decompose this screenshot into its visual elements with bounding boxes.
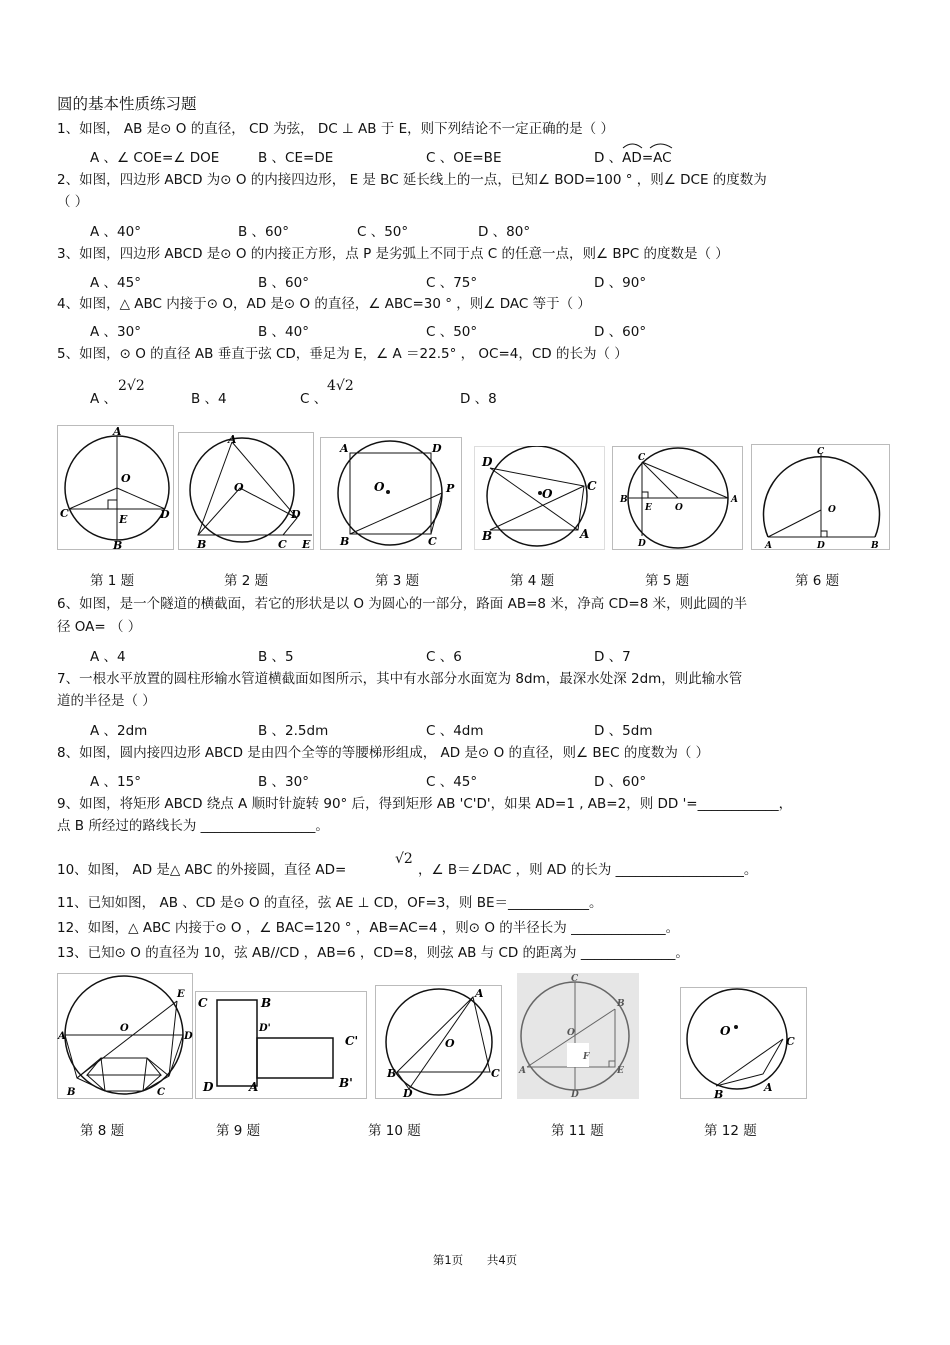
- q5-option-b: B 、4: [191, 391, 227, 407]
- f2-label-c: C: [278, 538, 287, 550]
- f11-label-d: D: [571, 1090, 579, 1099]
- f10-label-b: B: [387, 1067, 397, 1080]
- page-total: 共4页: [486, 1253, 518, 1267]
- f1-label-e: E: [119, 513, 128, 526]
- q8-option-a: A 、15°: [90, 774, 141, 790]
- f12-label-c: C: [786, 1035, 795, 1048]
- f1-label-d: D: [160, 508, 170, 521]
- f11-label-e: E: [617, 1066, 624, 1076]
- f5-label-c: C: [638, 453, 646, 463]
- q4-option-d: D 、60°: [594, 324, 647, 340]
- question-10-stem-b: ，∠ B＝∠DAC ，则 AD 的长为 ___________________。: [418, 862, 758, 878]
- f12-label-a: A: [764, 1081, 773, 1094]
- q6-option-d: D 、7: [594, 649, 631, 665]
- q1-option-c: C 、OE=BE: [426, 150, 502, 166]
- f4-label-a: A: [580, 527, 590, 541]
- q5-option-c-math: 4√2: [327, 378, 354, 394]
- caption-fig-8: 第 8 题: [80, 1123, 125, 1139]
- f3-label-d: D: [432, 442, 442, 455]
- q3-option-c: C 、75°: [426, 275, 478, 291]
- q4-option-a: A 、30°: [90, 324, 141, 340]
- f5-label-b: B: [620, 495, 628, 505]
- f4-label-b: B: [482, 529, 493, 543]
- question-8-stem: 8、如图，圆内接四边形 ABCD 是由四个全等的等腰梯形组成， AD 是⊙ O 的直径，则∠ BEC 的度数为（ ）: [57, 745, 710, 761]
- f8-label-b: B: [67, 1087, 76, 1098]
- f1-label-a: A: [113, 425, 122, 438]
- figure-4: [474, 446, 605, 550]
- question-3-stem: 3、如图，四边形 ABCD 是⊙ O 的内接正方形，点 P 是劣弧上不同于点 C 的任意一点，则∠ BPC 的度数是（ ）: [57, 246, 729, 262]
- arc-marks: [620, 140, 680, 150]
- q1-option-a: A 、∠ COE=∠ DOE: [90, 150, 220, 166]
- q7-option-a: A 、2dm: [90, 723, 148, 739]
- f10-label-d: D: [403, 1087, 413, 1099]
- q1-option-b: B 、CE=DE: [258, 150, 334, 166]
- caption-fig-11: 第 11 题: [551, 1123, 604, 1139]
- q8-option-d: D 、60°: [594, 774, 647, 790]
- q7-option-b: B 、2.5dm: [258, 723, 329, 739]
- question-6-stem-cont: 径 OA= （ ）: [57, 619, 142, 635]
- q1-option-d: D 、AD=AC: [594, 150, 672, 166]
- figure-10: [375, 985, 502, 1099]
- q3-option-d: D 、90°: [594, 275, 647, 291]
- question-9-stem: 9、如图，将矩形 ABCD 绕点 A 顺时针旋转 90° 后，得到矩形 AB 'C'D'，如果 AD=1 , AB=2，则 DD '=____________，: [57, 796, 793, 812]
- q6-option-a: A 、4: [90, 649, 126, 665]
- f9-label-d: D: [203, 1080, 214, 1094]
- f8-label-e: E: [177, 989, 185, 1000]
- f1-label-c: C: [60, 507, 69, 520]
- f8-label-c: C: [157, 1087, 165, 1098]
- figure-2: [178, 432, 314, 550]
- q2-option-a: A 、40°: [90, 224, 141, 240]
- question-9-stem-cont: 点 B 所经过的路线长为 _________________。: [57, 818, 329, 834]
- q6-option-c: C 、6: [426, 649, 462, 665]
- question-2-stem: 2、如图，四边形 ABCD 为⊙ O 的内接四边形， E 是 BC 延长线上的一点，已知∠ BOD=100 ° ，则∠ DCE 的度数为: [57, 172, 767, 188]
- f2-label-o: O: [234, 481, 244, 494]
- f11-label-o: O: [567, 1028, 575, 1038]
- f10-label-c: C: [491, 1067, 500, 1080]
- f3-label-a: A: [340, 442, 349, 455]
- f5-label-a: A: [731, 495, 738, 505]
- question-11-stem: 11、已知如图， AB 、CD 是⊙ O 的直径，弦 AE ⊥ CD，OF=3，则 BE＝____________。: [57, 895, 603, 911]
- caption-fig-5: 第 5 题: [645, 573, 690, 589]
- f2-label-d: D: [291, 508, 301, 521]
- f2-label-a: A: [228, 433, 237, 446]
- f1-label-o: O: [121, 472, 131, 485]
- caption-fig-9: 第 9 题: [216, 1123, 261, 1139]
- f4-label-o: O: [542, 487, 553, 501]
- f11-label-b: B: [617, 999, 625, 1009]
- page-number: 第1页: [432, 1253, 464, 1267]
- q4-option-c: C 、50°: [426, 324, 478, 340]
- f3-label-c: C: [428, 535, 437, 548]
- f9-label-a: A: [249, 1080, 259, 1094]
- f9-label-d-prime: D': [259, 1023, 271, 1034]
- f2-label-e: E: [302, 538, 311, 550]
- f9-label-c-prime: C': [345, 1034, 359, 1048]
- f12-label-b: B: [714, 1088, 724, 1099]
- question-1-stem: 1、如图， AB 是⊙ O 的直径， CD 为弦， DC ⊥ AB 于 E，则下列结论不一定正确的是（ ）: [57, 121, 614, 137]
- figure-3: [320, 437, 462, 550]
- figure-12: [680, 987, 807, 1099]
- f2-label-b: B: [197, 538, 207, 550]
- f9-label-b-prime: B': [339, 1076, 353, 1090]
- figure-5: [612, 446, 743, 550]
- question-2-stem-cont: （ ）: [57, 194, 89, 210]
- question-6-stem: 6、如图，是一个隧道的横截面，若它的形状是以 O 为圆心的一部分，路面 AB=8 米，净高 CD=8 米，则此圆的半: [57, 596, 748, 612]
- question-12-stem: 12、如图，△ ABC 内接于⊙ O ，∠ BAC=120 ° ，AB=AC=4 ，则⊙ O 的半径长为 ______________。: [57, 920, 680, 936]
- f6-label-d: D: [817, 541, 825, 550]
- f9-label-b: B: [261, 996, 272, 1010]
- f11-label-f: F: [583, 1052, 590, 1062]
- f6-label-a: A: [765, 541, 772, 550]
- caption-fig-1: 第 1 题: [90, 573, 135, 589]
- question-13-stem: 13、已知⊙ O 的直径为 10，弦 AB//CD ，AB=6 ，CD=8，则弦 AB 与 CD 的距离为 ______________。: [57, 945, 689, 961]
- f12-label-o: O: [720, 1024, 731, 1038]
- f8-label-o: O: [120, 1023, 129, 1034]
- caption-fig-2: 第 2 题: [224, 573, 269, 589]
- q8-option-c: C 、45°: [426, 774, 478, 790]
- f9-label-c: C: [198, 996, 208, 1010]
- f1-label-b: B: [113, 539, 123, 550]
- q5-option-a: A 、: [90, 391, 118, 407]
- f8-label-d: D: [184, 1031, 193, 1042]
- f4-label-d: D: [482, 455, 493, 469]
- f6-label-c: C: [817, 447, 825, 457]
- caption-fig-3: 第 3 题: [375, 573, 420, 589]
- figure-9: [195, 991, 367, 1099]
- caption-fig-12: 第 12 题: [704, 1123, 757, 1139]
- f3-label-b: B: [340, 535, 350, 548]
- f3-label-o: O: [374, 480, 385, 494]
- f6-label-o: O: [828, 505, 836, 515]
- figure-6: [751, 444, 890, 550]
- q8-option-b: B 、30°: [258, 774, 309, 790]
- f10-label-o: O: [445, 1037, 455, 1050]
- page-footer: [0, 1252, 950, 1268]
- f5-label-d: D: [638, 539, 646, 549]
- f10-label-a: A: [475, 987, 484, 1000]
- q5-option-d: D 、8: [460, 391, 497, 407]
- q5-option-c: C 、: [300, 391, 328, 407]
- question-10-stem-a: 10、如图， AD 是△ ABC 的外接圆，直径 AD=: [57, 862, 347, 878]
- question-7-stem-cont: 道的半径是（ ）: [57, 693, 156, 709]
- figure-8: [57, 973, 193, 1099]
- f11-label-c: C: [571, 974, 579, 984]
- f3-label-p: P: [446, 482, 455, 495]
- figure-11: [517, 973, 639, 1099]
- caption-fig-4: 第 4 题: [510, 573, 555, 589]
- question-10-math: √2: [395, 851, 413, 867]
- q2-option-b: B 、60°: [238, 224, 289, 240]
- q7-option-d: D 、5dm: [594, 723, 653, 739]
- f6-label-b: B: [871, 541, 879, 550]
- figure-1: [57, 425, 174, 550]
- q5-option-a-math: 2√2: [118, 378, 145, 394]
- question-7-stem: 7、一根水平放置的圆柱形输水管道横截面如图所示，其中有水部分水面宽为 8dm，最深水处深 2dm，则此输水管: [57, 671, 743, 687]
- caption-fig-10: 第 10 题: [368, 1123, 421, 1139]
- q7-option-c: C 、4dm: [426, 723, 484, 739]
- q2-option-c: C 、50°: [357, 224, 409, 240]
- question-4-stem: 4、如图，△ ABC 内接于⊙ O，AD 是⊙ O 的直径，∠ ABC=30 ° ，则∠ DAC 等于（ ）: [57, 296, 591, 312]
- f4-label-c: C: [587, 479, 597, 493]
- page-title: 圆的基本性质练习题: [57, 95, 197, 113]
- q3-option-b: B 、60°: [258, 275, 309, 291]
- q2-option-d: D 、80°: [478, 224, 531, 240]
- f5-label-o: O: [675, 503, 683, 513]
- f8-label-a: A: [58, 1031, 66, 1042]
- caption-fig-6: 第 6 题: [795, 573, 840, 589]
- f5-label-e: E: [645, 503, 652, 513]
- q4-option-b: B 、40°: [258, 324, 309, 340]
- question-5-stem: 5、如图，⊙ O 的直径 AB 垂直于弦 CD，垂足为 E，∠ A ＝22.5° ， OC=4，CD 的长为（ ）: [57, 346, 628, 362]
- f11-label-a: A: [519, 1066, 526, 1076]
- q6-option-b: B 、5: [258, 649, 294, 665]
- q3-option-a: A 、45°: [90, 275, 141, 291]
